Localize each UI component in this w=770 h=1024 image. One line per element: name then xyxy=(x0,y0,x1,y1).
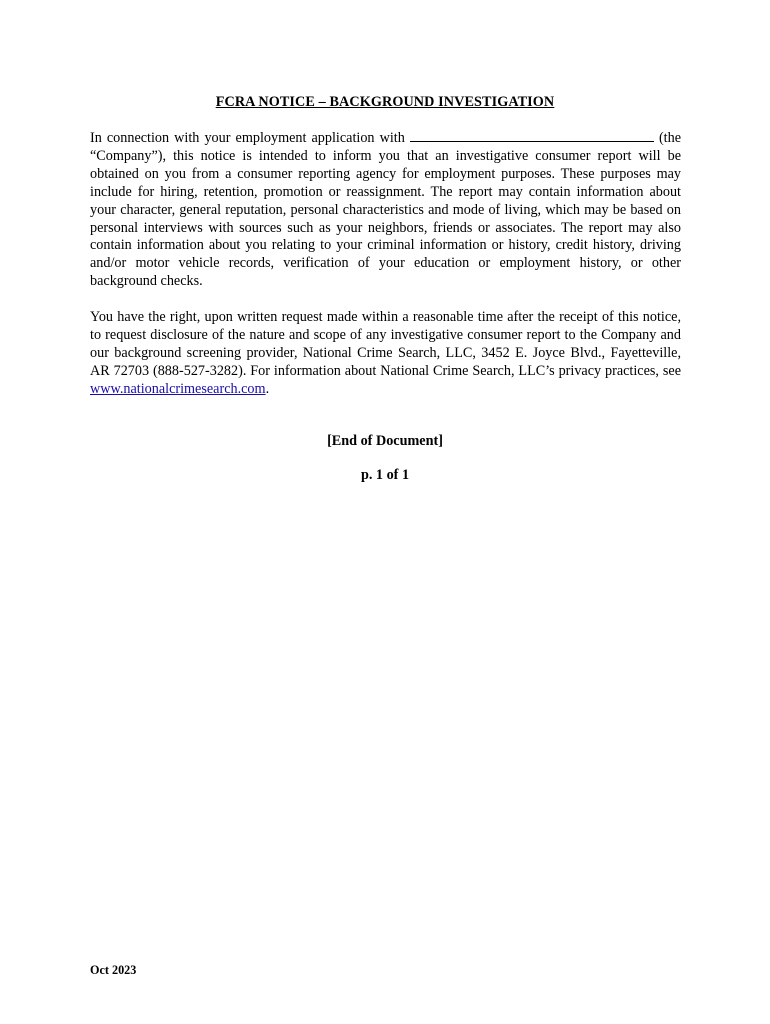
paragraph-rights xyxy=(90,309,681,399)
company-name-blank[interactable] xyxy=(410,129,654,142)
paragraph-intro: In connection with your employment application with xyxy=(90,130,405,146)
rights-trailing: . xyxy=(265,380,270,397)
nationalcrimesearch-link[interactable]: www.nationalcrimesearch.com xyxy=(90,380,266,397)
end-of-document: [End of Document] xyxy=(327,433,443,449)
page-number: p. 1 of 1 xyxy=(360,467,410,483)
paragraph-employment-notice xyxy=(90,129,681,291)
footer-date: Oct 2023 xyxy=(90,963,137,977)
rights-text: You have the right, upon written request made within a reasonable time after the receipt of this notice, to request disclosure of the nature and scope of any investigative consumer report to the Company and our background screening provider, National Crime Search, LLC, 3452 E. Joyce Blvd., Fayetteville, AR 72703 (888-527-3282). For information about National Crime Search, LLC’s privacy practices, see xyxy=(90,309,681,379)
paragraph-body: (the “Company”), this notice is intended to inform you that an investigative consumer report will be obtained on you from a consumer reporting agency for employment purposes. These purposes may include for hiring, retention, promotion or reassignment. The report may contain information about your character, general reputation, personal characteristics and mode of living, which may be based on personal interviews with sources such as your neighbors, friends or associates. The report may also contain information about you relating to your criminal information or history, credit history, driving and/or motor vehicle records, verification of your education or employment history, or other background checks. xyxy=(90,130,681,290)
document-title: FCRA NOTICE – BACKGROUND INVESTIGATION xyxy=(215,94,555,110)
